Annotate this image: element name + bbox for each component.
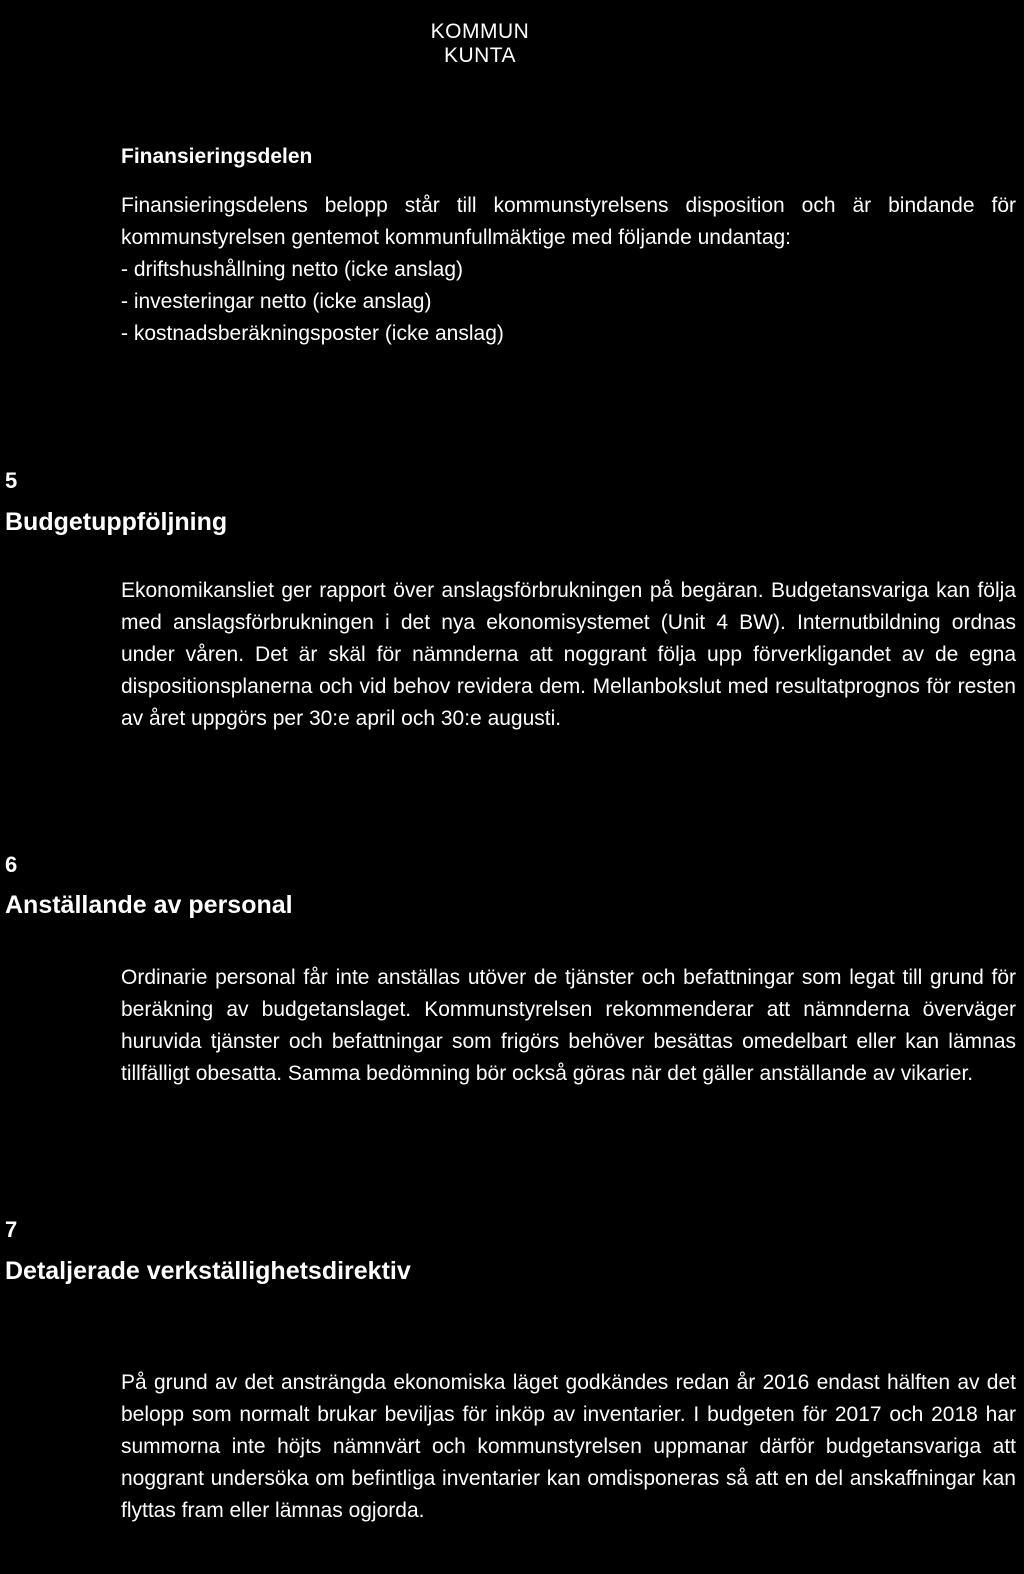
financing-heading: Finansieringsdelen (121, 145, 313, 168)
section-5-number: 5 (5, 468, 18, 493)
section-6-title: Anställande av personal (5, 891, 293, 919)
header-line-kunta: KUNTA (443, 44, 517, 67)
section-5-body (121, 575, 1016, 735)
section-7-text: På grund av det ansträngda ekonomiska läget godkändes redan år 2016 endast hälften av det belopp som normalt brukar beviljas för inköp av inventarier. I budgeten för 2017 och 2018 har summorna inte höjts nämnvärt och kommunstyrelsen uppmanar därför budgetansvariga att noggrant undersöka om befintliga inventarier kan omdisponeras så att en del anskaffningar kan flyttas fram eller lämnas ogjorda. (121, 1371, 1016, 1522)
section-6-text: Ordinarie personal får inte anställas utöver de tjänster och befattningar som legat till grund för beräkning av budgetanslaget. Kommunstyrelsen rekommenderar att nämnderna överväger huruvida tjänster och befattningar som frigörs behöver besättas omedelbart eller kan lämnas tillfälligt obesatta. Samma bedömning bör också göras när det gäller anställande av vikarier. (121, 966, 1016, 1085)
section-5-title: Budgetuppföljning (5, 508, 228, 536)
financing-paragraph: Finansieringsdelens belopp står till kommunstyrelsens disposition och är bindande för kommunstyrelsen gentemot kommunfullmäktige med följande undantag: (121, 194, 1016, 249)
financing-item-2: - investeringar netto (icke anslag) (121, 290, 432, 313)
financing-section (121, 190, 1016, 350)
section-5-text: Ekonomikansliet ger rapport över anslagsförbrukningen på begäran. Budgetansvariga kan följa med anslagsförbrukningen i det nya ekonomisystemet (Unit 4 BW). Internutbildning ordnas under våren. Det är skäl för nämnderna att noggrant följa upp förverkligandet av de egna dispositionsplanerna och vid behov revidera dem. Mellanbokslut med resultatprognos för resten av året uppgörs per 30:e april och 30:e augusti. (121, 579, 1016, 730)
header-line-kommun: KOMMUN (430, 20, 530, 43)
section-6-number: 6 (5, 852, 18, 877)
section-6-body (121, 962, 1016, 1090)
section-7-body (121, 1367, 1016, 1527)
section-7-number: 7 (5, 1217, 18, 1242)
section-7-title: Detaljerade verkställighetsdirektiv (5, 1257, 411, 1285)
financing-item-1: - driftshushållning netto (icke anslag) (121, 258, 464, 281)
financing-item-3: - kostnadsberäkningsposter (icke anslag) (121, 322, 504, 345)
page-header (0, 20, 960, 68)
